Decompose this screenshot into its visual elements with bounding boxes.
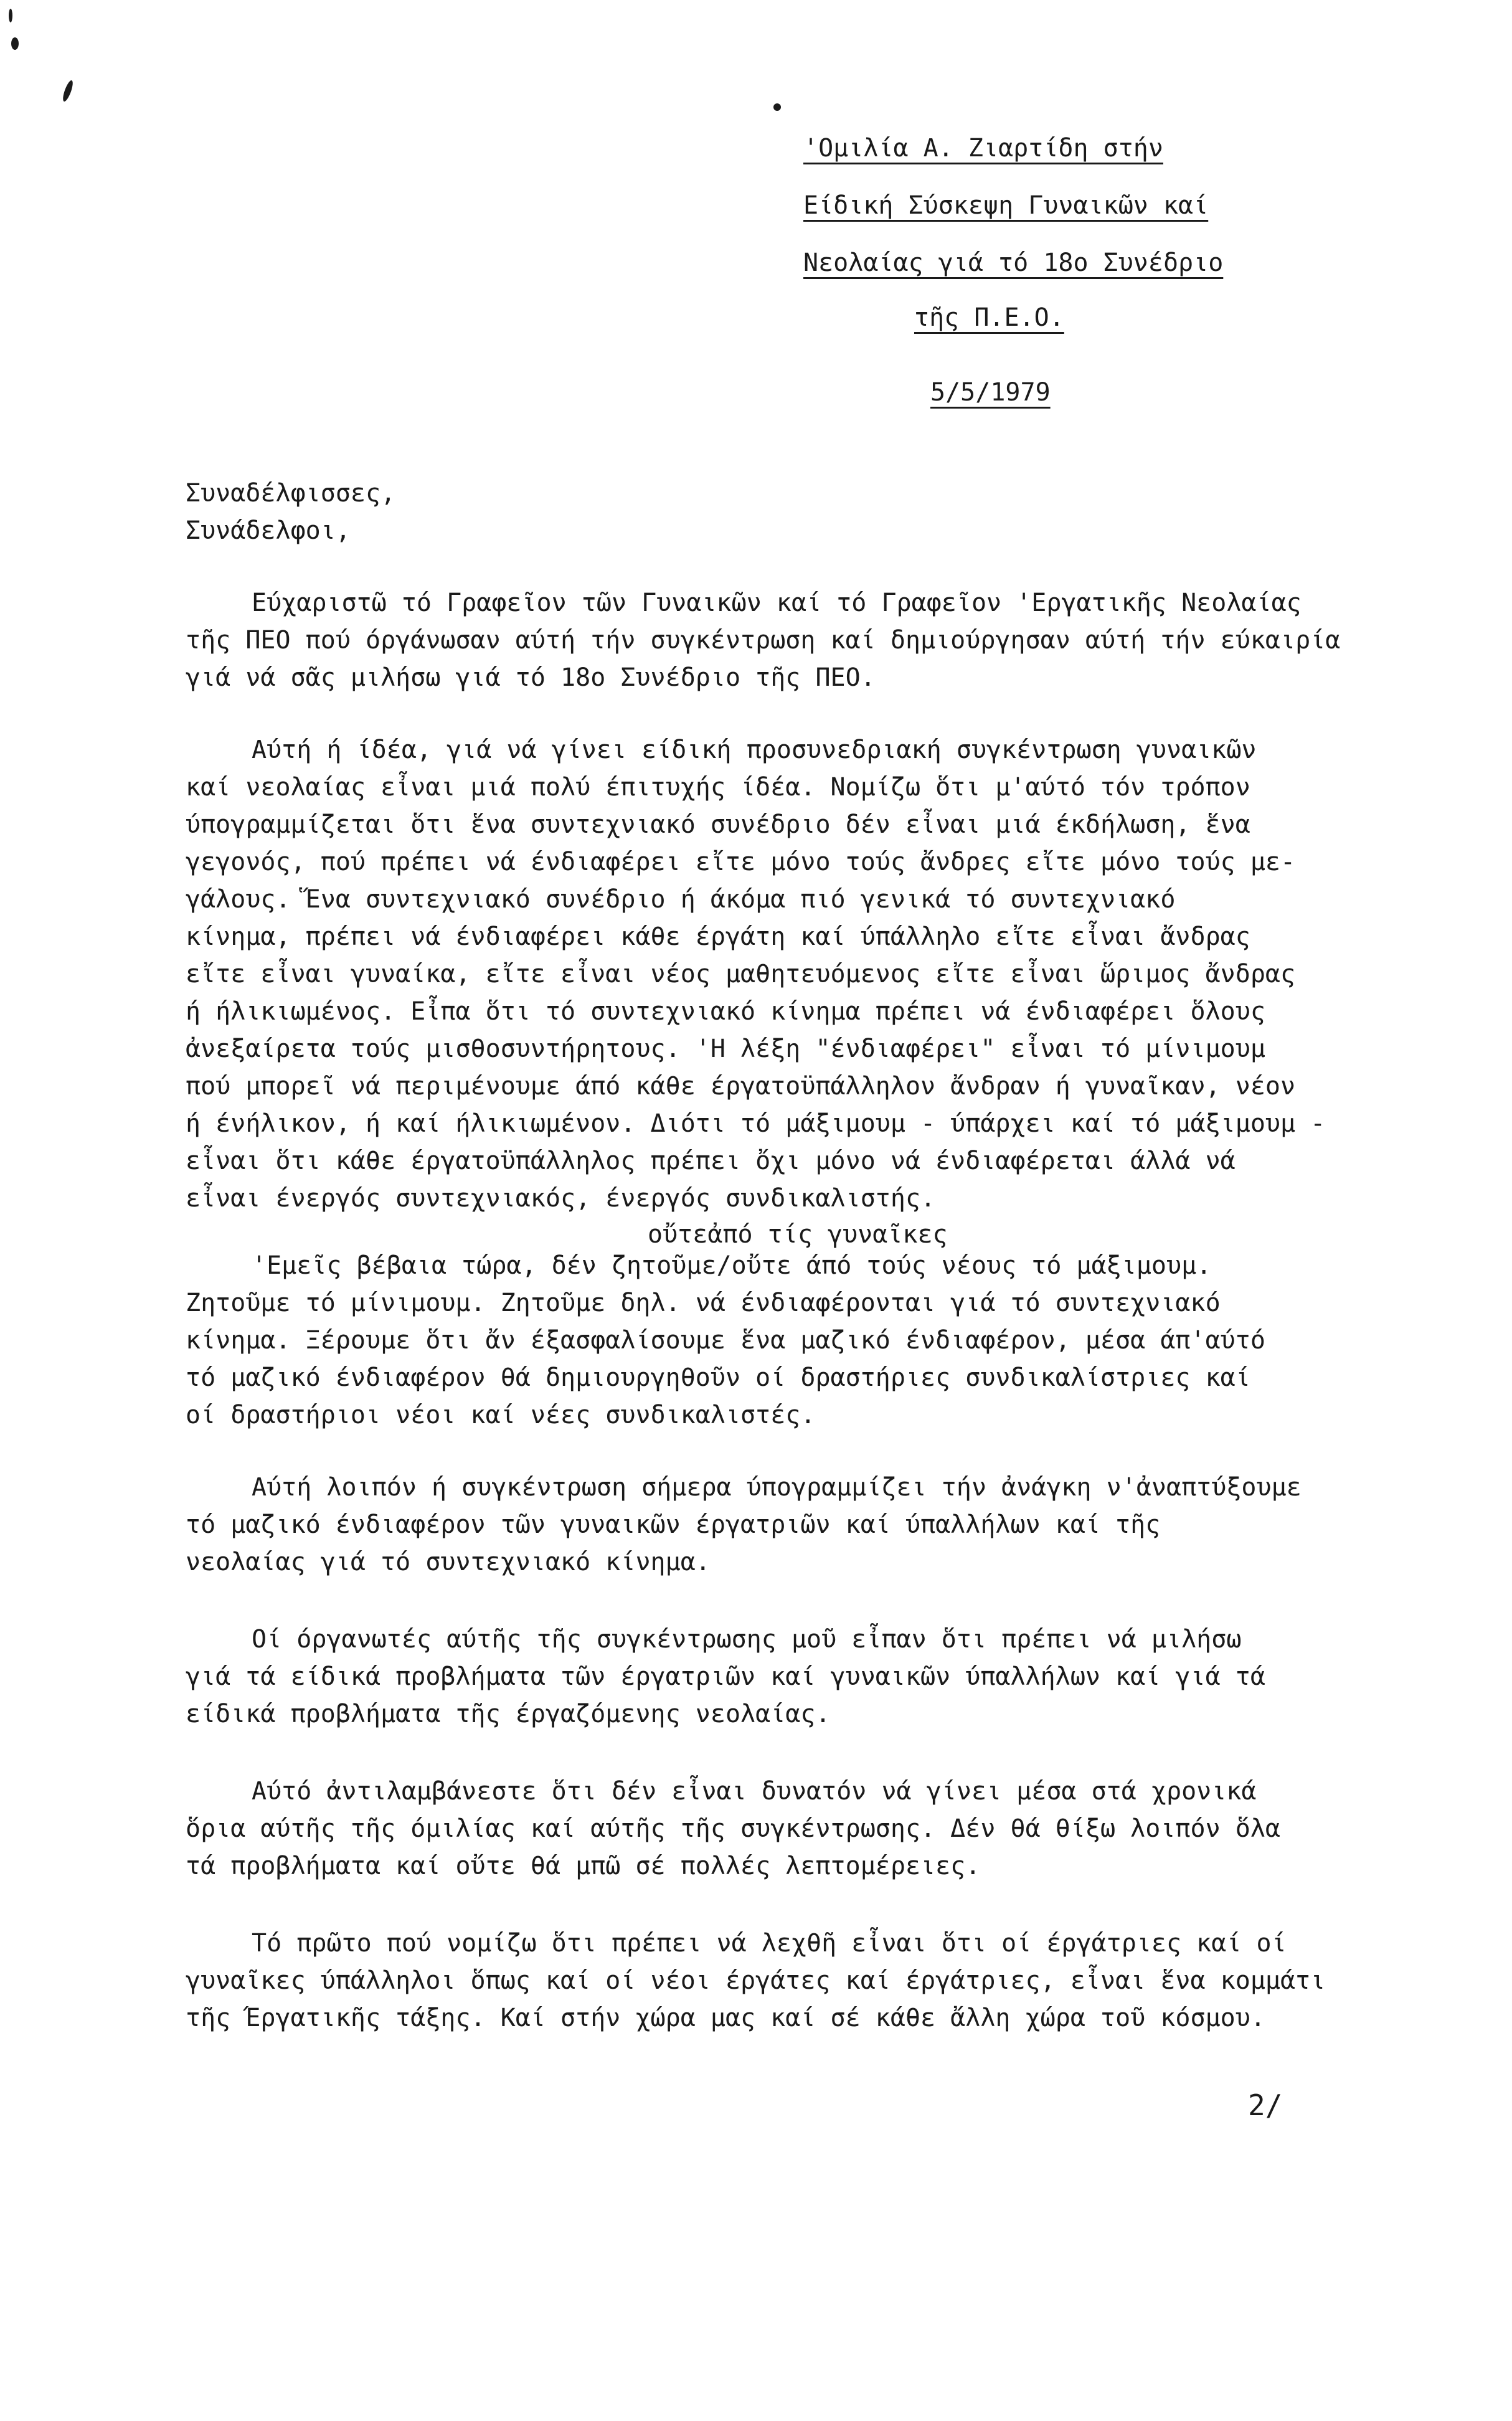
body-line: νεολαίας γιά τό συντεχνιακό κίνημα.: [186, 1548, 711, 1576]
body-line: ἀνεξαίρετα τούς μισθοσυντήρητους. 'Η λέξη "ένδιαφέρει" εἶναι τό μίνιμουμ: [186, 1035, 1265, 1063]
body-line: 'Εμεῖς βέβαια τώρα, δέν ζητοῦμε/οὔτε άπό τούς νέους τό μάξιμουμ.: [252, 1251, 1212, 1280]
body-line: γάλους. Ἕνα συντεχνιακό συνέδριο ή άκόμα πιό γενικά τό συντεχνιακό: [186, 885, 1176, 914]
body-line: πού μπορεῖ νά περιμένουμε άπό κάθε έργατοϋπάλληλον ἄνδραν ή γυναῖκαν, νέον: [186, 1072, 1296, 1101]
header-line: Νεολαίας γιά τό 18ο Συνέδριο: [803, 249, 1224, 277]
body-line: Ζητοῦμε τό μίνιμουμ. Ζητοῦμε δηλ. νά ένδιαφέρονται γιά τό συντεχνιακό: [186, 1289, 1221, 1317]
body-line: είδικά προβλήματα τῆς έργαζόμενης νεολαίας.: [186, 1700, 831, 1728]
body-line: γιά νά σᾶς μιλήσω γιά τό 18ο Συνέδριο τῆς ΠΕΟ.: [186, 663, 876, 692]
body-line: ὅρια αύτῆς τῆς όμιλίας καί αύτῆς τῆς συγκέντρωσης. Δέν θά θίξω λοιπόν ὅλα: [186, 1814, 1280, 1843]
body-line: ύπογραμμίζεται ὅτι ἕνα συντεχνιακό συνέδριο δέν εἶναι μιά έκδήλωση, ἕνα: [186, 810, 1250, 839]
header-line: 'Ομιλία Α. Ζιαρτίδη στήν: [803, 134, 1163, 163]
body-line: τά προβλήματα καί οὔτε θά μπῶ σέ πολλές λεπτομέρειες.: [186, 1852, 981, 1880]
body-line: Αύτή ή ίδέα, γιά νά γίνει είδική προσυνεδριακή συγκέντρωση γυναικῶν: [252, 736, 1257, 764]
body-line: γιά τά είδικά προβλήματα τῶν έργατριῶν καί γυναικῶν ύπαλλήλων καί γιά τά: [186, 1662, 1265, 1691]
inserted-phrase: οὔτεἀπό τίς γυναῖκες: [648, 1220, 948, 1249]
body-line: Τό πρῶτο πού νομίζω ὅτι πρέπει νά λεχθῆ εἶναι ὅτι οί έργάτριες καί οί: [252, 1929, 1287, 1958]
body-line: κίνημα. Ξέρουμε ὅτι ἄν έξασφαλίσουμε ἕνα μαζικό ένδιαφέρον, μέσα άπ'αύτό: [186, 1326, 1265, 1355]
scan-mark: [61, 79, 75, 102]
body-line: ή ήλικιωμένος. Εἶπα ὅτι τό συντεχνιακό κίνημα πρέπει νά ένδιαφέρει ὅλους: [186, 997, 1265, 1026]
body-line: τῆς ΠΕΟ πού όργάνωσαν αύτή τήν συγκέντρωση καί δημιούργησαν αύτή τήν εύκαιρία: [186, 626, 1341, 655]
body-line: εἴτε εἶναι γυναίκα, εἴτε εἶναι νέος μαθητευόμενος εἴτε εἶναι ὥριμος ἄνδρας: [186, 960, 1296, 988]
body-line: καί νεολαίας εἶναι μιά πολύ έπιτυχής ίδέα. Νομίζω ὅτι μ'αύτό τόν τρόπον: [186, 773, 1250, 802]
header-line: τῆς Π.Ε.Ο.: [914, 303, 1064, 332]
page-number: 2/: [1248, 2088, 1283, 2122]
body-line: τό μαζικό ένδιαφέρον τῶν γυναικῶν έργατριῶν καί ύπαλλήλων καί τῆς: [186, 1510, 1161, 1539]
body-line: εἶναι ὅτι κάθε έργατοϋπάλληλος πρέπει ὄχι μόνο νά ένδιαφέρεται άλλά νά: [186, 1147, 1236, 1175]
body-line: εἶναι ένεργός συντεχνιακός, ένεργός συνδικαλιστής.: [186, 1184, 936, 1213]
body-line: Οί όργανωτές αύτῆς τῆς συγκέντρωσης μοῦ εἶπαν ὅτι πρέπει νά μιλήσω: [252, 1625, 1242, 1654]
salutation-line: Συνάδελφοι,: [186, 516, 351, 545]
body-line: τῆς Έργατικῆς τάξης. Καί στήν χώρα μας καί σέ κάθε ἄλλη χώρα τοῦ κόσμου.: [186, 2004, 1265, 2032]
document-date: 5/5/1979: [930, 378, 1051, 407]
body-line: οί δραστήριοι νέοι καί νέες συνδικαλιστές.: [186, 1401, 816, 1429]
scan-mark: [9, 9, 12, 22]
body-line: γυναῖκες ύπάλληλοι ὅπως καί οί νέοι έργάτες καί έργάτριες, εἶναι ἕνα κομμάτι: [186, 1966, 1326, 1995]
header-line: Είδική Σύσκεψη Γυναικῶν καί: [803, 191, 1209, 220]
body-line: Αύτή λοιπόν ή συγκέντρωση σήμερα ύπογραμμίζει τήν ἀνάγκη ν'ἀναπτύξουμε: [252, 1473, 1302, 1502]
body-line: κίνημα, πρέπει νά ένδιαφέρει κάθε έργάτη καί ύπάλληλο εἴτε εἶναι ἄνδρας: [186, 922, 1250, 951]
body-line: Εύχαριστῶ τό Γραφεῖον τῶν Γυναικῶν καί τό Γραφεῖον 'Εργατικῆς Νεολαίας: [252, 589, 1302, 617]
salutation-line: Συναδέλφισσες,: [186, 479, 396, 508]
body-line: ή ένήλικον, ή καί ήλικιωμένον. Διότι τό μάξιμουμ - ύπάρχει καί τό μάξιμουμ -: [186, 1109, 1326, 1138]
scan-mark: [11, 37, 19, 50]
scan-mark: [773, 103, 781, 111]
body-line: Αύτό ἀντιλαμβάνεστε ὅτι δέν εἶναι δυνατόν νά γίνει μέσα στά χρονικά: [252, 1777, 1257, 1806]
body-line: γεγονός, πού πρέπει νά ένδιαφέρει εἴτε μόνο τούς ἄνδρες εἴτε μόνο τούς με-: [186, 848, 1296, 876]
body-line: τό μαζικό ένδιαφέρον θά δημιουργηθοῦν οί δραστήριες συνδικαλίστριες καί: [186, 1363, 1250, 1392]
